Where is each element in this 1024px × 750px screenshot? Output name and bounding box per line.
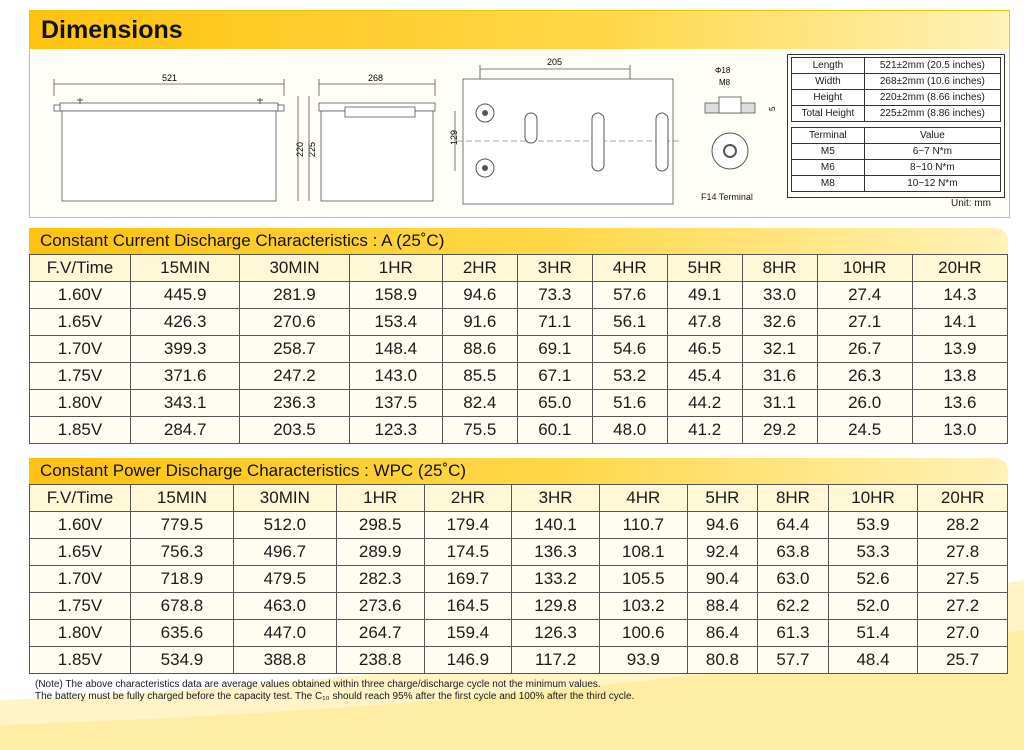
value-cell: 13.0 [912, 417, 1007, 444]
value-cell: 100.6 [599, 620, 687, 647]
value-cell: 24.5 [817, 417, 912, 444]
row-label-cell: 1.60V [30, 282, 131, 309]
header-cell: F.V/Time [30, 485, 131, 512]
power-discharge-table [29, 484, 1008, 674]
value-cell: 63.0 [758, 566, 829, 593]
value-cell: 92.4 [687, 539, 758, 566]
value-cell: 46.5 [667, 336, 742, 363]
value-cell: 51.4 [828, 620, 918, 647]
terminal-bolt-label: M8 [719, 78, 731, 87]
value-cell: 27.5 [918, 566, 1008, 593]
torque-row [792, 160, 1001, 176]
header-cell: 30MIN [233, 485, 336, 512]
value-cell: 71.1 [517, 309, 592, 336]
value-cell: 159.4 [424, 620, 512, 647]
spec-value: 225±2mm (8.86 inches) [864, 106, 1000, 122]
value-cell: 41.2 [667, 417, 742, 444]
value-cell: 86.4 [687, 620, 758, 647]
value-cell: 14.1 [912, 309, 1007, 336]
value-cell: 49.1 [667, 282, 742, 309]
row-label-cell: 1.85V [30, 417, 131, 444]
value-cell: 496.7 [233, 539, 336, 566]
value-cell: 534.9 [131, 647, 234, 674]
value-cell: 140.1 [512, 512, 600, 539]
value-cell: 80.8 [687, 647, 758, 674]
row-label-cell: 1.70V [30, 336, 131, 363]
value-cell: 236.3 [240, 390, 349, 417]
value-cell: 26.0 [817, 390, 912, 417]
header-cell: 4HR [592, 255, 667, 282]
torque-row [792, 176, 1001, 192]
header-cell: 15MIN [131, 485, 234, 512]
value-cell: 27.0 [918, 620, 1008, 647]
value-cell: 13.9 [912, 336, 1007, 363]
top-view-drawing [435, 51, 695, 209]
terminal-drawing [695, 51, 785, 191]
value-cell: 45.4 [667, 363, 742, 390]
value-cell: 289.9 [336, 539, 424, 566]
header-cell: 20HR [918, 485, 1008, 512]
value-cell: 779.5 [131, 512, 234, 539]
torque-value: 10~12 N*m [864, 176, 1000, 192]
value-cell: 64.4 [758, 512, 829, 539]
terminal-caption: F14 Terminal [701, 192, 753, 202]
value-cell: 73.3 [517, 282, 592, 309]
value-cell: 282.3 [336, 566, 424, 593]
spec-label: Total Height [792, 106, 865, 122]
value-cell: 27.8 [918, 539, 1008, 566]
header-cell: 5HR [667, 255, 742, 282]
value-cell: 126.3 [512, 620, 600, 647]
value-cell: 65.0 [517, 390, 592, 417]
table-row [30, 647, 1008, 674]
value-cell: 298.5 [336, 512, 424, 539]
spec-row [792, 74, 1001, 90]
value-cell: 13.8 [912, 363, 1007, 390]
torque-terminal: M6 [792, 160, 865, 176]
spec-row [792, 90, 1001, 106]
value-cell: 60.1 [517, 417, 592, 444]
spec-table [791, 57, 1001, 192]
value-cell: 32.6 [742, 309, 817, 336]
value-cell: 148.4 [349, 336, 442, 363]
value-cell: 53.9 [828, 512, 918, 539]
value-cell: 146.9 [424, 647, 512, 674]
header-cell: 2HR [424, 485, 512, 512]
value-cell: 48.0 [592, 417, 667, 444]
torque-header-row [792, 128, 1001, 144]
value-cell: 57.6 [592, 282, 667, 309]
value-cell: 388.8 [233, 647, 336, 674]
value-cell: 158.9 [349, 282, 442, 309]
power-table-title-bar [29, 458, 1008, 484]
value-cell: 426.3 [131, 309, 240, 336]
value-cell: 153.4 [349, 309, 442, 336]
header-cell: 20HR [912, 255, 1007, 282]
value-cell: 90.4 [687, 566, 758, 593]
spec-value: 521±2mm (20.5 inches) [864, 58, 1000, 74]
power-table-title: Constant Power Discharge Characteristics : WPC (25˚C) [40, 461, 467, 480]
value-cell: 57.7 [758, 647, 829, 674]
value-cell: 27.1 [817, 309, 912, 336]
value-cell: 399.3 [131, 336, 240, 363]
table-row [30, 390, 1008, 417]
value-cell: 47.8 [667, 309, 742, 336]
value-cell: 94.6 [687, 512, 758, 539]
value-cell: 28.2 [918, 512, 1008, 539]
table-row [30, 309, 1008, 336]
value-cell: 13.6 [912, 390, 1007, 417]
header-cell: 5HR [687, 485, 758, 512]
value-cell: 164.5 [424, 593, 512, 620]
table-row [30, 282, 1008, 309]
value-cell: 91.6 [442, 309, 517, 336]
dimensions-panel [29, 10, 1010, 218]
header-cell: 30MIN [240, 255, 349, 282]
value-cell: 27.2 [918, 593, 1008, 620]
value-cell: 56.1 [592, 309, 667, 336]
torque-row [792, 144, 1001, 160]
front-height-outer-label: 220 [295, 141, 305, 157]
front-view-drawing [50, 51, 300, 209]
value-cell: 110.7 [599, 512, 687, 539]
table-row [30, 336, 1008, 363]
header-cell: 10HR [817, 255, 912, 282]
note-line-1: (Note) The above characteristics data are average values obtained within three charge/discharge cycle not the minimum values. [35, 679, 601, 690]
unit-label: Unit: mm [951, 198, 991, 209]
value-cell: 52.6 [828, 566, 918, 593]
value-cell: 137.5 [349, 390, 442, 417]
front-length-label: 521 [162, 73, 178, 83]
value-cell: 67.1 [517, 363, 592, 390]
spec-value: 268±2mm (10.6 inches) [864, 74, 1000, 90]
dimensions-title: Dimensions [41, 16, 183, 44]
value-cell: 371.6 [131, 363, 240, 390]
table-header-row [30, 255, 1008, 282]
value-cell: 273.6 [336, 593, 424, 620]
table-row [30, 539, 1008, 566]
value-cell: 179.4 [424, 512, 512, 539]
row-label-cell: 1.80V [30, 620, 131, 647]
torque-header-terminal: Terminal [792, 128, 865, 144]
value-cell: 94.6 [442, 282, 517, 309]
side-view-drawing [285, 51, 445, 209]
value-cell: 247.2 [240, 363, 349, 390]
value-cell: 117.2 [512, 647, 600, 674]
row-label-cell: 1.75V [30, 363, 131, 390]
top-depth-label: 129 [449, 129, 459, 145]
header-cell: 2HR [442, 255, 517, 282]
value-cell: 26.7 [817, 336, 912, 363]
header-cell: 8HR [742, 255, 817, 282]
value-cell: 88.6 [442, 336, 517, 363]
torque-terminal: M5 [792, 144, 865, 160]
table-row [30, 363, 1008, 390]
value-cell: 25.7 [918, 647, 1008, 674]
value-cell: 53.3 [828, 539, 918, 566]
spec-value: 220±2mm (8.66 inches) [864, 90, 1000, 106]
value-cell: 105.5 [599, 566, 687, 593]
value-cell: 54.6 [592, 336, 667, 363]
value-cell: 123.3 [349, 417, 442, 444]
spec-label: Width [792, 74, 865, 90]
value-cell: 31.6 [742, 363, 817, 390]
current-table-title-bar [29, 228, 1008, 254]
note-line-2: The battery must be fully charged before the capacity test. The C₁₀ should reach 95% after the first cycle and 100% after the third cycle. [35, 691, 635, 702]
header-cell: 15MIN [131, 255, 240, 282]
value-cell: 103.2 [599, 593, 687, 620]
value-cell: 26.3 [817, 363, 912, 390]
spec-row [792, 58, 1001, 74]
value-cell: 445.9 [131, 282, 240, 309]
header-cell: F.V/Time [30, 255, 131, 282]
value-cell: 29.2 [742, 417, 817, 444]
value-cell: 136.3 [512, 539, 600, 566]
value-cell: 133.2 [512, 566, 600, 593]
header-cell: 3HR [517, 255, 592, 282]
value-cell: 32.1 [742, 336, 817, 363]
value-cell: 48.4 [828, 647, 918, 674]
value-cell: 635.6 [131, 620, 234, 647]
value-cell: 143.0 [349, 363, 442, 390]
dimensions-title-bar [30, 11, 1009, 49]
value-cell: 479.5 [233, 566, 336, 593]
value-cell: 27.4 [817, 282, 912, 309]
value-cell: 51.6 [592, 390, 667, 417]
value-cell: 88.4 [687, 593, 758, 620]
value-cell: 129.8 [512, 593, 600, 620]
top-span-label: 205 [547, 57, 563, 67]
value-cell: 33.0 [742, 282, 817, 309]
header-cell: 1HR [336, 485, 424, 512]
table-row [30, 566, 1008, 593]
header-cell: 1HR [349, 255, 442, 282]
current-discharge-table [29, 254, 1008, 444]
value-cell: 169.7 [424, 566, 512, 593]
value-cell: 63.8 [758, 539, 829, 566]
side-width-label: 268 [368, 73, 384, 83]
value-cell: 31.1 [742, 390, 817, 417]
table-row [30, 417, 1008, 444]
spec-row [792, 106, 1001, 122]
value-cell: 718.9 [131, 566, 234, 593]
header-cell: 3HR [512, 485, 600, 512]
terminal-dia-label: Φ18 [715, 66, 731, 75]
value-cell: 284.7 [131, 417, 240, 444]
row-label-cell: 1.65V [30, 309, 131, 336]
row-label-cell: 1.85V [30, 647, 131, 674]
torque-value: 6~7 N*m [864, 144, 1000, 160]
current-table-title: Constant Current Discharge Characteristics : A (25˚C) [40, 231, 445, 250]
value-cell: 203.5 [240, 417, 349, 444]
value-cell: 678.8 [131, 593, 234, 620]
value-cell: 52.0 [828, 593, 918, 620]
value-cell: 447.0 [233, 620, 336, 647]
table-row [30, 620, 1008, 647]
value-cell: 108.1 [599, 539, 687, 566]
spec-label: Height [792, 90, 865, 106]
header-cell: 8HR [758, 485, 829, 512]
value-cell: 756.3 [131, 539, 234, 566]
value-cell: 82.4 [442, 390, 517, 417]
value-cell: 512.0 [233, 512, 336, 539]
value-cell: 343.1 [131, 390, 240, 417]
spec-label: Length [792, 58, 865, 74]
value-cell: 75.5 [442, 417, 517, 444]
value-cell: 62.2 [758, 593, 829, 620]
value-cell: 85.5 [442, 363, 517, 390]
value-cell: 238.8 [336, 647, 424, 674]
value-cell: 14.3 [912, 282, 1007, 309]
row-label-cell: 1.70V [30, 566, 131, 593]
front-height-total-label: 225 [307, 141, 317, 157]
value-cell: 69.1 [517, 336, 592, 363]
value-cell: 53.2 [592, 363, 667, 390]
header-cell: 4HR [599, 485, 687, 512]
value-cell: 61.3 [758, 620, 829, 647]
value-cell: 463.0 [233, 593, 336, 620]
row-label-cell: 1.65V [30, 539, 131, 566]
torque-terminal: M8 [792, 176, 865, 192]
table-row [30, 512, 1008, 539]
row-label-cell: 1.80V [30, 390, 131, 417]
row-label-cell: 1.75V [30, 593, 131, 620]
value-cell: 270.6 [240, 309, 349, 336]
value-cell: 258.7 [240, 336, 349, 363]
value-cell: 44.2 [667, 390, 742, 417]
value-cell: 264.7 [336, 620, 424, 647]
torque-value: 8~10 N*m [864, 160, 1000, 176]
table-row [30, 593, 1008, 620]
value-cell: 174.5 [424, 539, 512, 566]
row-label-cell: 1.60V [30, 512, 131, 539]
value-cell: 93.9 [599, 647, 687, 674]
torque-header-value: Value [864, 128, 1000, 144]
value-cell: 281.9 [240, 282, 349, 309]
table-header-row [30, 485, 1008, 512]
terminal-h-label: 5 [768, 106, 777, 111]
header-cell: 10HR [828, 485, 918, 512]
